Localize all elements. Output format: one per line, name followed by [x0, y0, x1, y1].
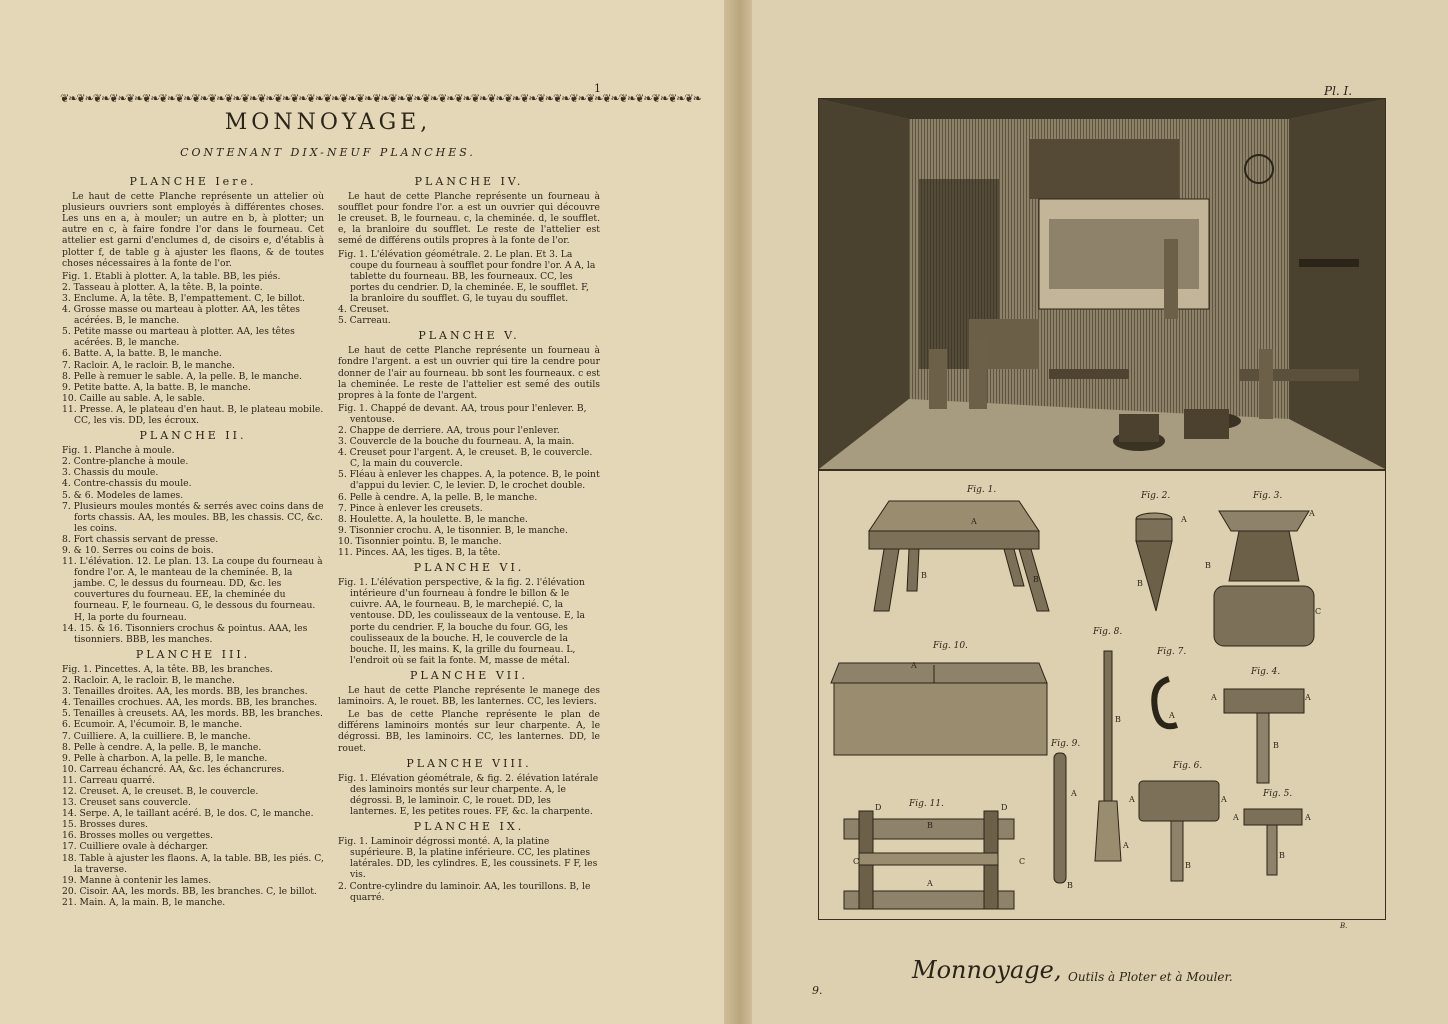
letter-A: A: [1129, 795, 1135, 804]
figure-entry: 9. Pelle à charbon. A, la pelle. B, le manche.: [62, 752, 268, 764]
figure-entry: 9. Tisonnier crochu. A, le tisonnier. B, le manche.: [338, 524, 568, 536]
letter-B: B: [1067, 881, 1073, 890]
letter-C: C: [1315, 607, 1322, 616]
workshop-scene: [819, 99, 1385, 469]
fig1-bench: [869, 501, 1049, 611]
plate-heading: PLANCHE VI.: [413, 561, 525, 575]
fig-label-1: Fig. 1.: [967, 485, 997, 495]
fig-label-5: Fig. 5.: [1263, 789, 1293, 799]
letter-A: A: [1233, 813, 1239, 822]
figure-entry: 4. Grosse masse ou marteau à plotter. AA, les têtes acérées. B, le manche.: [62, 304, 300, 327]
letter-A: A: [1211, 693, 1217, 702]
letter-A: A: [1169, 711, 1175, 720]
description-paragraph: Le haut de cette Planche représente le manege des laminoirs. A, le rouet. BB, les lanternes. CC, les leviers.: [338, 685, 600, 708]
letter-B: B: [1273, 741, 1279, 750]
workshop-engraving: [819, 99, 1385, 471]
letter-A: A: [1181, 515, 1187, 524]
fig2-stake: [1136, 513, 1172, 611]
letter-B: B: [921, 571, 927, 580]
figure-entry: 10. Carreau échancré. AA, &c. les échancrures.: [62, 763, 285, 775]
fig-label-11: Fig. 11.: [909, 799, 944, 809]
figure-entry: 19. Manne à contenir les lames.: [62, 874, 212, 886]
letter-C: C: [853, 857, 860, 866]
figure-entry: 2. Tasseau à plotter. A, la tête. B, la pointe.: [62, 281, 263, 293]
page-number-bottom: 9.: [812, 984, 823, 997]
figure-entry: 2. Chappe de derriere. AA, trous pour l'enlever.: [338, 424, 560, 436]
figure-entry: 10. Caille au sable. A, le sable.: [62, 392, 205, 404]
fig-label-2: Fig. 2.: [1141, 491, 1171, 501]
figure-entry: 6. Pelle à cendre. A, la pelle. B, le manche.: [338, 491, 538, 503]
figure-entry: 6. Batte. A, la batte. B, le manche.: [62, 348, 222, 360]
fig10-box: [831, 663, 1047, 755]
figure-entry: 3. Chassis du moule.: [62, 467, 159, 479]
fig3-anvil: [1214, 511, 1314, 646]
figure-entry: Fig. 1. L'élévation géométrale. 2. Le plan. Et 3. La coupe du fourneau à soufflet pour fondre l'or. A A, la tablette du fourneau. BB, les fourneaux. CC, les portes du cendrier. D, la cheminée. E, le soufflet. F, la branloire du soufflet. G, le tuyau du soufflet.: [338, 248, 596, 304]
figure-entry: 2. Racloir. A, le racloir. B, le manche.: [62, 675, 235, 687]
figure-entry: 6. Ecumoir. A, l'écumoir. B, le manche.: [62, 719, 243, 731]
letter-B: B: [1205, 561, 1211, 570]
plate-heading: PLANCHE VIII.: [406, 756, 532, 770]
description-paragraph: Le haut de cette Planche représente un fourneau à fondre l'argent. a est un ouvrier qui tire la cendre pour donner de l'air au fourneau. bb sont les fourneaux. c est la cheminée. Le reste de l'attelier est semé des outils propres à la fonte de l'argent.: [338, 345, 600, 401]
page-title: MONNOYAGE,: [224, 110, 432, 135]
fig-label-3: Fig. 3.: [1253, 491, 1283, 501]
plate-heading: PLANCHE VII.: [410, 668, 528, 682]
letter-B: B: [1033, 575, 1039, 584]
fig-label-6: Fig. 6.: [1173, 761, 1203, 771]
figure-entry: 20. Cisoir. AA, les mords. BB, les branches. C, le billot.: [62, 885, 317, 897]
figure-entry: 9. & 10. Serres ou coins de bois.: [62, 545, 214, 556]
text-column-left: [62, 172, 324, 908]
decorative-header-band: ❦❧❦❧❦❧❦❧❦❧❦❧❦❧❦❧❦❧❦❧❦❧❦❧❦❧❦❧❦❧❦❧❦❧❦❧❦❧❦❧❦❧❦❧❦❧❦❧❦❧❦❧❦❧❦❧❦❧❦❧❦❧❦❧❦❧❦❧❦❧❦❧❦❧❦❧❦❧: [60, 92, 701, 105]
plate-heading: PLANCHE Iere.: [129, 175, 257, 188]
figure-entry: 7. Pince à enlever les creusets.: [338, 502, 483, 514]
figure-entry: 12. Creuset. A, le creuset. B, le couvercle.: [62, 785, 259, 797]
figure-entry: 14. 15. & 16. Tisonniers crochus & pointus. AAA, les tisonniers. BBB, les manches.: [62, 622, 308, 645]
plate-mark: Pl. I.: [1324, 84, 1353, 98]
letter-A: A: [971, 517, 977, 526]
figure-entry: 10. Tisonnier pointu. B, le manche.: [338, 535, 502, 547]
figure-entry: 7. Plusieurs moules montés & serrés avec coins dans de forts chassis. AA, les moules. BB, les chassis. CC, &c. les coins.: [62, 500, 324, 534]
description-paragraph: Le haut de cette Planche représente un fourneau à soufflet pour fondre l'or. a est un ouvrier qui découvre le creuset. B, le fourneau. c, la cheminée. d, le soufflet. e, la branloire du soufflet. Le reste de l'attelier est semé de différens outils propres à la fonte de l'or.: [338, 191, 600, 247]
plate-heading: PLANCHE II.: [139, 429, 247, 443]
letter-A: A: [1305, 693, 1311, 702]
fig-label-10: Fig. 10.: [933, 641, 968, 651]
figure-entry: Fig. 1. Planche à moule.: [62, 445, 175, 457]
tools-engraving: [819, 471, 1385, 919]
fig4-hammer: [1224, 689, 1304, 783]
engraved-plate: [818, 98, 1386, 920]
page-subtitle: CONTENANT DIX-NEUF PLANCHES.: [180, 146, 476, 159]
figure-entry: 8. Pelle à cendre. A, la pelle. B, le manche.: [62, 741, 262, 753]
figure-entry: 8. Houlette. A, la houlette. B, le manche.: [338, 513, 528, 525]
letter-B: B: [1279, 851, 1285, 860]
fig-label-4: Fig. 4.: [1251, 667, 1281, 677]
letter-A: A: [911, 661, 917, 670]
letter-D: D: [1001, 803, 1008, 812]
figure-entry: 4. Tenailles crochues. AA, les mords. BB, les branches.: [62, 697, 318, 709]
letter-B: B: [927, 821, 933, 830]
figure-entry: Fig. 1. Chappé de devant. AA, trous pour l'enlever. B, ventouse.: [338, 402, 587, 425]
letter-A: A: [1123, 841, 1129, 850]
description-paragraph: Le haut de cette Planche représente un attelier où plusieurs ouvriers sont employés à différentes choses. Les uns en a, à mouler; un autre en b, à plotter; un autre en c, à faire fondre l'or dans le fourneau. Cet attelier est garni d'enclumes d, de cisoirs e, d'établis à plotter f, de table g à ajuster les flaons, & de toutes choses nécessaires à la fonte de l'or.: [62, 191, 324, 269]
letter-B: B: [1115, 715, 1121, 724]
plate-caption-subtitle: Outils à Ploter et à Mouler.: [1068, 970, 1233, 984]
letter-B: B: [1137, 579, 1143, 588]
figure-entry: 5. & 6. Modeles de lames.: [62, 489, 184, 501]
letter-A: A: [1305, 813, 1311, 822]
figure-entry: 5. Tenailles à creusets. AA, les mords. BB, les branches.: [62, 708, 323, 720]
plate-caption-title: Monnoyage,: [912, 956, 1062, 984]
fig-label-7: Fig. 7.: [1157, 647, 1187, 657]
fig8-shovel: [1095, 651, 1121, 861]
tools-illustration: [819, 471, 1385, 919]
figure-entry: 8. Pelle à remuer le sable. A, la pelle. B, le manche.: [62, 370, 303, 382]
fig6-mallet: [1139, 781, 1219, 881]
description-paragraph: Le bas de cette Planche représente le plan de différens laminoirs montés sur leur charpente. A, le dégrossi. BB, les laminoirs. CC, les lanternes. DD, le rouet.: [338, 709, 600, 754]
fig-label-9: Fig. 9.: [1051, 739, 1081, 749]
fig5-small-hammer: [1244, 809, 1302, 875]
figure-entry: 11. Pinces. AA, les tiges. B, la tête.: [338, 547, 501, 558]
figure-entry: 8. Fort chassis servant de presse.: [62, 533, 219, 545]
figure-entry: 2. Contre-cylindre du laminoir. AA, les tourillons. B, le quarré.: [338, 880, 591, 903]
figure-entry: 16. Brosses molles ou vergettes.: [62, 830, 214, 842]
figure-entry: Fig. 1. Laminoir dégrossi monté. A, la platine supérieure. B, la platine inférieure. CC, les platines latérales. DD, les cylindres. E, les coussinets. F F, les vis.: [338, 836, 598, 881]
figure-entry: 11. Presse. A, le plateau d'en haut. B, le plateau mobile. CC, les vis. DD, les écroux.: [62, 403, 324, 426]
figure-entry: 11. Carreau quarré.: [62, 774, 155, 786]
figure-entry: 15. Brosses dures.: [62, 819, 148, 831]
letter-A: A: [927, 879, 933, 888]
figure-entry: Fig. 1. Elévation géométrale, & fig. 2. élévation latérale des laminoirs montés sur leur charpente. A, le dégrossi. B, le laminoir. C, le rouet. DD, les lanternes. E, les petites roues. FF, &c. la charpente.: [338, 772, 599, 817]
letter-A: A: [1309, 509, 1315, 518]
letter-C: C: [1019, 857, 1026, 866]
figure-entry: 9. Petite batte. A, la batte. B, le manche.: [62, 381, 251, 393]
figure-entry: 3. Couvercle de la bouche du fourneau. A, la main.: [338, 436, 575, 448]
figure-entry: 5. Carreau.: [338, 315, 391, 327]
figure-entry: 2. Contre-planche à moule.: [62, 456, 189, 468]
plate-heading: PLANCHE V.: [418, 329, 520, 343]
figure-entry: Fig. 1. Etabli à plotter. A, la table. BB, les piés.: [62, 270, 281, 282]
figure-entry: 5. Petite masse ou marteau à plotter. AA, les têtes acérées. B, le manche.: [62, 326, 295, 349]
figure-entry: 7. Cuilliere. A, la cuilliere. B, le manche.: [62, 730, 251, 742]
figure-entry: 3. Tenailles droites. AA, les mords. BB, les branches.: [62, 686, 308, 698]
letter-A: A: [1221, 795, 1227, 804]
figure-entry: 5. Fléau à enlever les chappes. A, la potence. B, le point d'appui du levier. C, le levier. D, le crochet double.: [338, 469, 600, 492]
letter-A: A: [1071, 789, 1077, 798]
figure-entry: 3. Enclume. A, la tête. B, l'empattement. C, le billot.: [62, 292, 305, 304]
figure-entry: 17. Cuilliere ovale à décharger.: [62, 841, 209, 853]
figure-entry: 7. Racloir. A, le racloir. B, le manche.: [62, 359, 235, 371]
figure-entry: 4. Creuset.: [338, 304, 390, 316]
plate-heading: PLANCHE IX.: [413, 820, 525, 834]
fig-label-8: Fig. 8.: [1093, 627, 1123, 637]
letter-D: D: [875, 803, 882, 812]
plate-heading: PLANCHE IV.: [414, 175, 524, 188]
figure-entry: 4. Contre-chassis du moule.: [62, 478, 192, 490]
page-number-top: 1: [594, 82, 601, 95]
text-column-right: [338, 172, 600, 903]
fig9-batte: [1054, 753, 1066, 883]
figure-entry: 13. Creuset sans couvercle.: [62, 797, 191, 809]
figure-entry: 4. Creuset pour l'argent. A, le creuset. B, le couvercle. C, la main du couvercle.: [338, 447, 593, 470]
figure-entry: Fig. 1. Pincettes. A, la tête. BB, les branches.: [62, 663, 273, 675]
letter-B: B: [1185, 861, 1191, 870]
figure-entry: 18. Table à ajuster les flaons. A, la table. BB, les piés. C, la traverse.: [62, 852, 324, 875]
figure-entry: 14. Serpe. A, le taillant acéré. B, le dos. C, le manche.: [62, 808, 314, 820]
figure-entry: 21. Main. A, la main. B, le manche.: [62, 896, 226, 908]
plate-heading: PLANCHE III.: [135, 647, 251, 661]
figure-entry: 11. L'élévation. 12. Le plan. 13. La coupe du fourneau à fondre l'or. A, le manteau de la cheminée. B, la jambe. C, le dessus du fourneau. DD, &c. les couvertures du fourneau. EE, la cheminée du fourneau. F, le fourneau. G, le dessous du fourneau. H, la porte du fourneau.: [62, 556, 323, 623]
engraver-mark: B.: [1340, 922, 1348, 930]
figure-entry: Fig. 1. L'élévation perspective, & la fig. 2. l'élévation intérieure d'un fourneau à fondre le billon & le cuivre. AA, le fourneau. B, le marchepié. C, la ventouse. DD, les coulisseaux de la ventouse. E, la porte du cendrier. F, la bouche du four. GG, les coulisseaux de la bouche. H, le couvercle de la bouche. II, les mains. K, la grille du fourneau. L, l'endroit où se fait la fonte. M, masse de métal.: [338, 577, 585, 666]
